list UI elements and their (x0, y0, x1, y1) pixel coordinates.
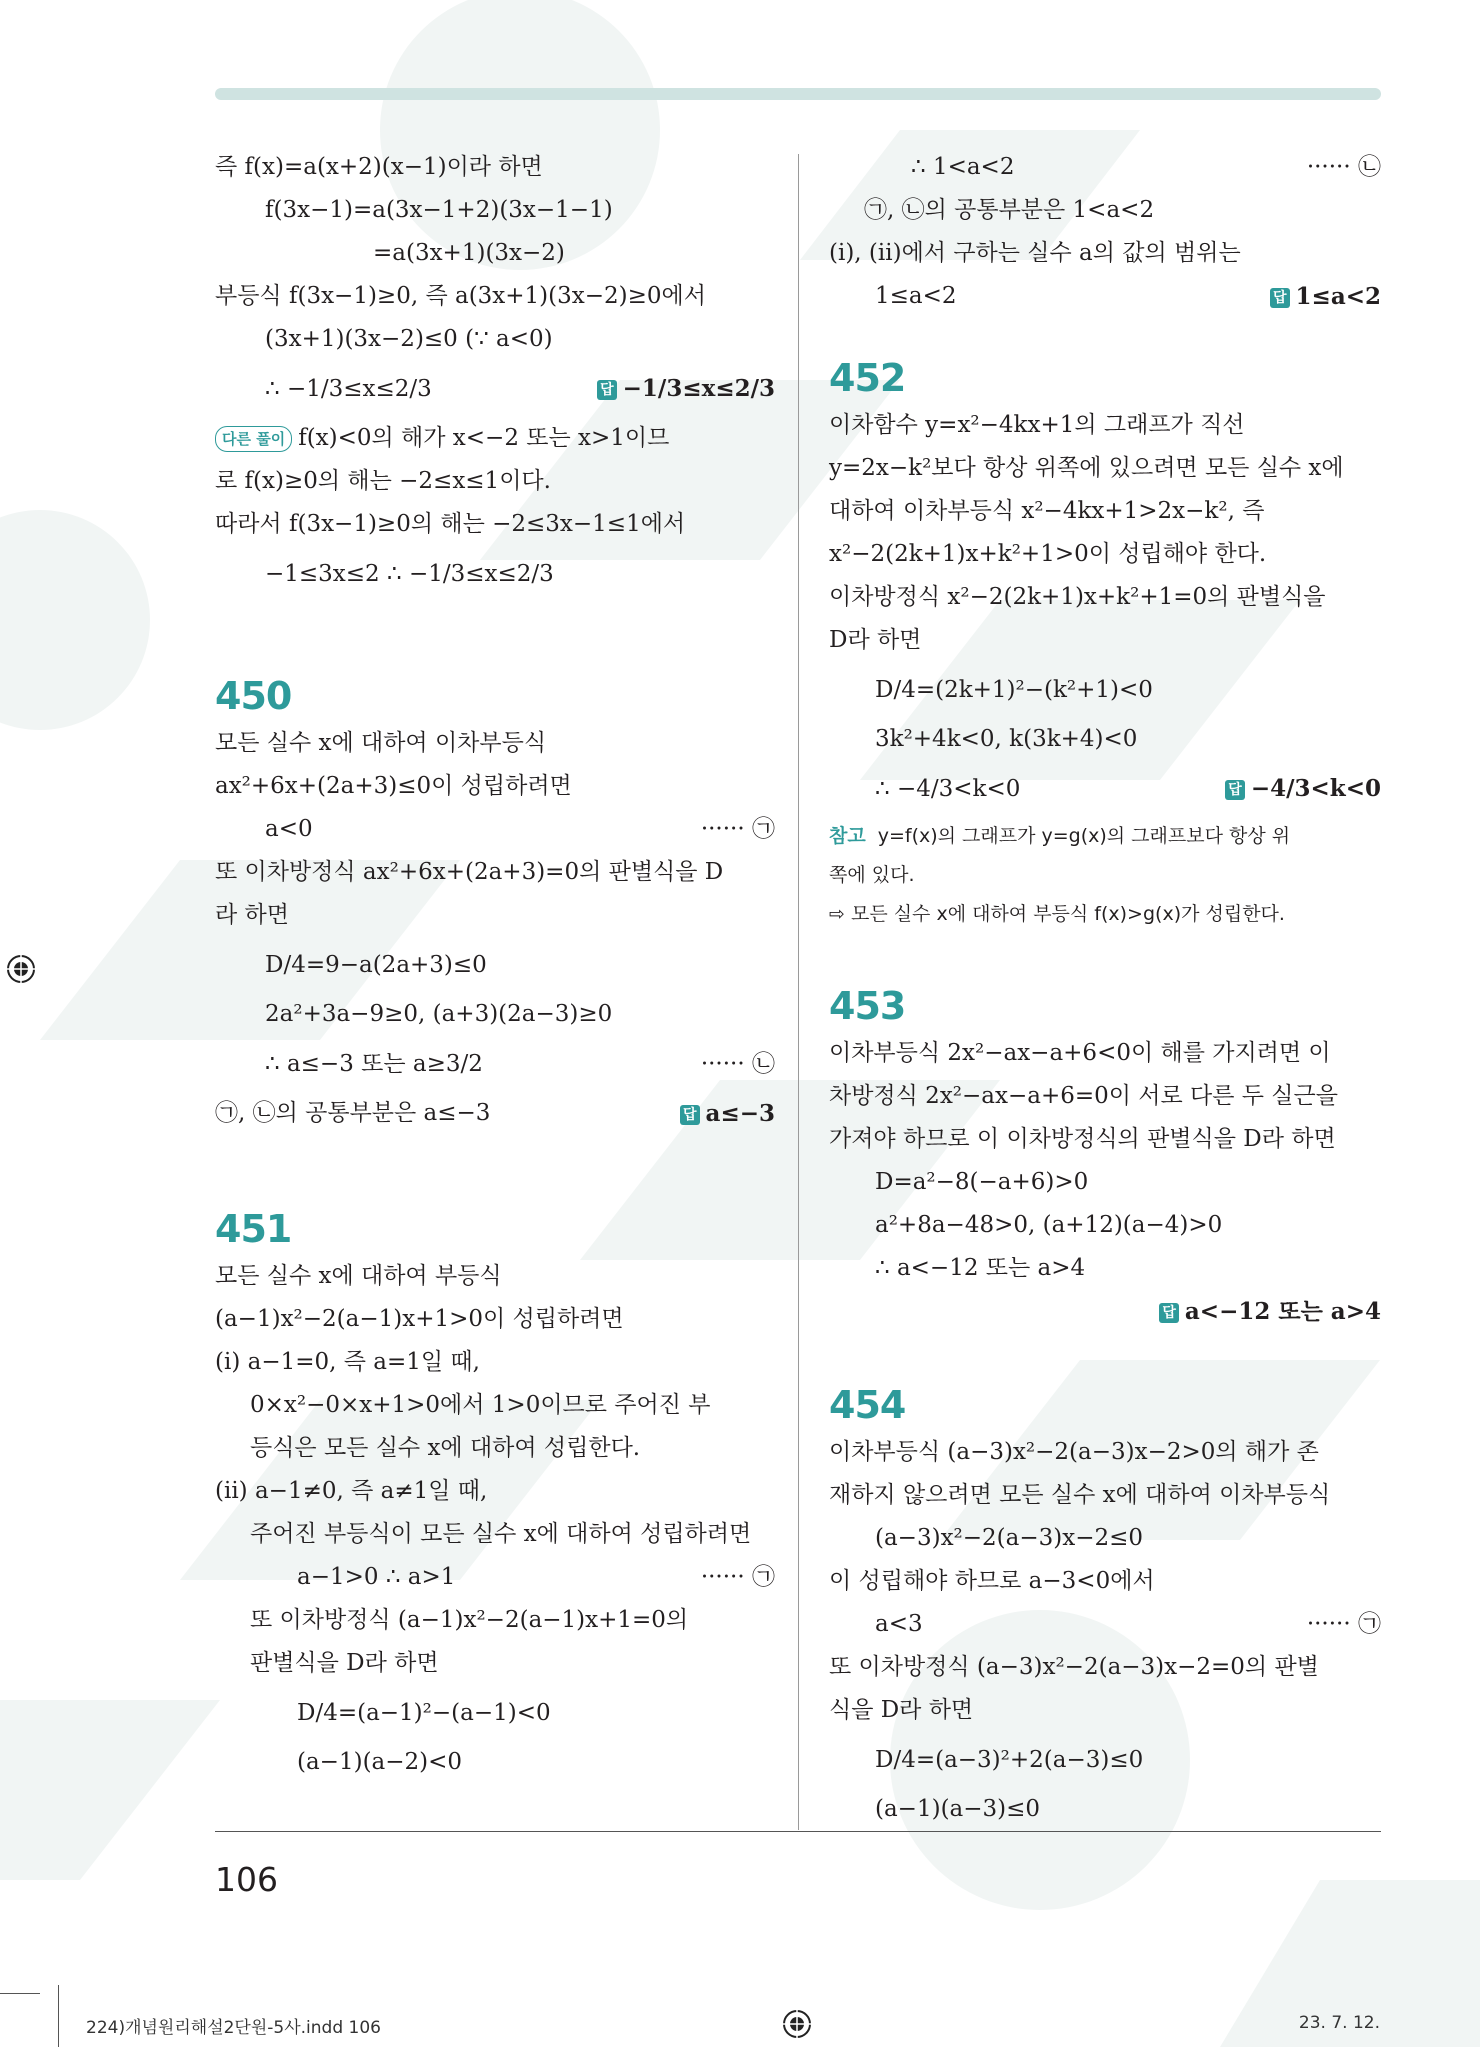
solution-line: ㉠, ㉡의 공통부분은 a≤−3 (215, 1100, 491, 1126)
text-line: 이차방정식 x²−2(2k+1)x+k²+1=0의 판별식을 (829, 584, 1326, 610)
footer-rule (215, 1831, 1381, 1832)
text-line (215, 361, 775, 417)
problem-number: 452 (829, 356, 906, 400)
text-line: 3k²+4k<0, k(3k+4)<0 (875, 726, 1138, 752)
text-line: (3x+1)(3x−2)≤0 (∵ a<0) (265, 326, 553, 352)
registration-mark-icon (4, 952, 38, 986)
text-line: a²+8a−48>0, (a+12)(a−4)>0 (875, 1212, 1223, 1238)
text-line: (a−3)x²−2(a−3)x−2≤0 (875, 1525, 1144, 1551)
answer (1159, 1290, 1381, 1333)
text-line (215, 1092, 775, 1135)
equation-mark: ······ ㉡ (700, 1051, 775, 1077)
text-line: 이차함수 y=x²−4kx+1의 그래프가 직선 (829, 412, 1245, 438)
text-line: 또 이차방정식 (a−1)x²−2(a−1)x+1=0의 (250, 1607, 689, 1633)
answer-key-badge: 답 (1270, 288, 1290, 308)
text-line: 또 이차방정식 ax²+6x+(2a+3)=0의 판별식을 D (215, 859, 724, 885)
footer-date: 23. 7. 12. (1298, 2013, 1380, 2033)
problem-number: 454 (829, 1383, 906, 1427)
text-line: f(3x−1)=a(3x−1+2)(3x−1−1) (265, 197, 613, 223)
solution-line: ∴ 1<a<2 (911, 154, 1015, 180)
answer-key-badge: 답 (1225, 780, 1245, 800)
answer-key-badge: 답 (1159, 1303, 1179, 1323)
note-line (829, 817, 1381, 856)
answer-value: −1/3≤x≤2/3 (622, 375, 775, 402)
alternate-solution-tag: 다른 풀이 (215, 426, 292, 452)
footer-file-info: 224)개념원리해설2단원-5사.indd 106 (86, 2018, 381, 2038)
text-line: D=a²−8(−a+6)>0 (875, 1169, 1089, 1195)
text-line: (ⅰ) a−1=0, 즉 a=1일 때, (215, 1349, 480, 1375)
note-text: y=f(x)의 그래프가 y=g(x)의 그래프보다 항상 위 (877, 825, 1291, 847)
header-bar (215, 88, 1381, 100)
solution-line: 1≤a<2 (875, 283, 957, 309)
text-line (829, 1603, 1381, 1646)
problem-number: 451 (215, 1207, 292, 1251)
answer-value: 1≤a<2 (1295, 283, 1381, 310)
crop-mark (0, 1993, 40, 1994)
answer (597, 361, 775, 417)
solution-line: a<3 (875, 1611, 923, 1637)
text-line: 라 하면 (215, 902, 289, 928)
answer-value: a≤−3 (705, 1100, 775, 1127)
text-line: 0×x²−0×x+1>0에서 1>0이므로 주어진 부 (250, 1392, 711, 1418)
text-line: 2a²+3a−9≥0, (a+3)(2a−3)≥0 (265, 1001, 613, 1027)
text-line: 이차부등식 2x²−ax−a+6<0이 해를 가지려면 이 (829, 1040, 1331, 1066)
text-line: (a−1)(a−2)<0 (297, 1749, 463, 1775)
answer (1225, 761, 1381, 817)
text-line: D/4=(a−1)²−(a−1)<0 (297, 1700, 551, 1726)
text-line: 모든 실수 x에 대하여 이차부등식 (215, 730, 547, 756)
solution-line: a<0 (265, 816, 313, 842)
text-line: 로 f(x)≥0의 해는 −2≤x≤1이다. (215, 468, 551, 494)
text-line: 주어진 부등식이 모든 실수 x에 대하여 성립하려면 (250, 1521, 752, 1547)
solution-line: a−1>0 ∴ a>1 (297, 1564, 456, 1590)
text-line: D라 하면 (829, 627, 922, 653)
solution-line: ∴ −4/3<k<0 (875, 776, 1021, 802)
text-line: D/4=9−a(2a+3)≤0 (265, 952, 487, 978)
solution-line: ∴ a≤−3 또는 a≥3/2 (265, 1051, 483, 1077)
text-line: 따라서 f(3x−1)≥0의 해는 −2≤3x−1≤1에서 (215, 511, 686, 537)
text-line: (a−1)x²−2(a−1)x+1>0이 성립하려면 (215, 1306, 624, 1332)
text-line: y=2x−k²보다 항상 위쪽에 있으려면 모든 실수 x에 (829, 455, 1344, 481)
text-line (829, 761, 1381, 817)
text-line: 또 이차방정식 (a−3)x²−2(a−3)x−2=0의 판별 (829, 1654, 1319, 1680)
text-line: −1≤3x≤2 ∴ −1/3≤x≤2/3 (265, 561, 554, 587)
text-line: 이차부등식 (a−3)x²−2(a−3)x−2>0의 해가 존 (829, 1439, 1319, 1465)
equation-mark: ······ ㉠ (700, 816, 775, 842)
equation-mark: ······ ㉠ (700, 1564, 775, 1590)
text-line: 가져야 하므로 이 이차방정식의 판별식을 D라 하면 (829, 1126, 1336, 1152)
text-line: 대하여 이차부등식 x²−4kx+1>2x−k², 즉 (829, 498, 1265, 524)
equation-mark: ······ ㉠ (1306, 1611, 1381, 1637)
left-column (215, 146, 775, 1784)
alt-text: f(x)<0의 해가 x<−2 또는 x>1이므 (298, 425, 670, 451)
solution-line: ∴ −1/3≤x≤2/3 (265, 376, 432, 402)
text-line: 차방정식 2x²−ax−a+6=0이 서로 다른 두 실근을 (829, 1083, 1338, 1109)
text-line: 판별식을 D라 하면 (250, 1650, 439, 1676)
text-line (829, 275, 1381, 318)
answer-value: a<−12 또는 a>4 (1184, 1298, 1381, 1325)
text-line (829, 1290, 1381, 1333)
page-number: 106 (215, 1860, 278, 1899)
answer-key-badge: 답 (597, 380, 617, 400)
text-line: =a(3x+1)(3x−2) (373, 240, 565, 266)
text-line: x²−2(2k+1)x+k²+1>0이 성립해야 한다. (829, 541, 1267, 567)
text-line: 식을 D라 하면 (829, 1697, 974, 1723)
text-line: D/4=(2k+1)²−(k²+1)<0 (875, 677, 1153, 703)
text-line: 이 성립해야 하므로 a−3<0에서 (829, 1568, 1155, 1594)
text-line: 부등식 f(3x−1)≥0, 즉 a(3x+1)(3x−2)≥0에서 (215, 283, 706, 309)
answer (680, 1092, 775, 1135)
text-line (829, 146, 1381, 189)
text-line (215, 808, 775, 851)
note-line: ⇨ 모든 실수 x에 대하여 부등식 f(x)>g(x)가 성립한다. (829, 903, 1285, 925)
answer (1270, 275, 1381, 318)
problem-number: 453 (829, 984, 906, 1028)
text-line: 모든 실수 x에 대하여 부등식 (215, 1263, 502, 1289)
problem-number: 450 (215, 674, 292, 718)
text-line (215, 1036, 775, 1092)
text-line: (ⅰ), (ⅱ)에서 구하는 실수 a의 값의 범위는 (829, 240, 1241, 266)
registration-mark-icon (780, 2007, 814, 2041)
answer-key-badge: 답 (680, 1105, 700, 1125)
column-divider (798, 154, 799, 1830)
equation-mark: ······ ㉡ (1306, 154, 1381, 180)
answer-value: −4/3<k<0 (1250, 775, 1381, 802)
text-line: ax²+6x+(2a+3)≤0이 성립하려면 (215, 773, 572, 799)
text-line: 등식은 모든 실수 x에 대하여 성립한다. (250, 1435, 641, 1461)
text-line: (a−1)(a−3)≤0 (875, 1796, 1041, 1822)
text-line: 재하지 않으려면 모든 실수 x에 대하여 이차부등식 (829, 1482, 1331, 1508)
text-line (215, 417, 775, 460)
text-line: D/4=(a−3)²+2(a−3)≤0 (875, 1747, 1144, 1773)
text-line: (ⅱ) a−1≠0, 즉 a≠1일 때, (215, 1478, 488, 1504)
text-line: ㉠, ㉡의 공통부분은 1<a<2 (864, 197, 1155, 223)
text-line: ∴ a<−12 또는 a>4 (875, 1255, 1086, 1281)
text-line: 즉 f(x)=a(x+2)(x−1)이라 하면 (215, 154, 543, 180)
right-column (829, 146, 1381, 1831)
crop-mark (58, 1985, 59, 2047)
note-tag: 참고 (829, 825, 866, 847)
text-line (215, 1556, 775, 1599)
note-line: 쪽에 있다. (829, 864, 915, 886)
